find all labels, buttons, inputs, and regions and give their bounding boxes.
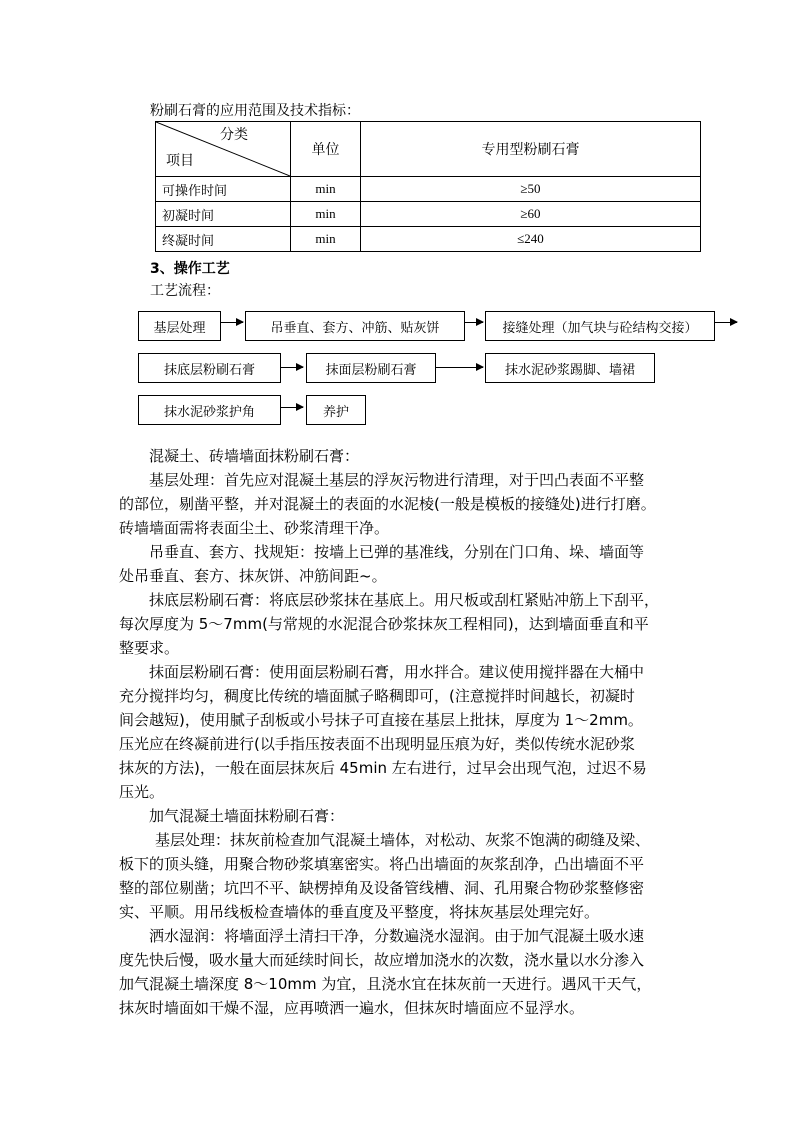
text-line: 抹面层粉刷石膏：使用面层粉刷石膏，用水拌合。建议使用搅拌器在大桶中	[149, 663, 645, 681]
flow-step-skirting: 抹水泥砂浆踢脚、墙裙	[485, 353, 655, 383]
table-title: 粉刷石膏的应用范围及技术指标：	[150, 103, 360, 119]
table-header-row	[156, 122, 701, 177]
row-unit: min	[291, 177, 361, 202]
text-line: 加气混凝土墙深度 8～10mm 为宜，且浇水宜在抹灰前一天进行。遇风干天气，	[119, 975, 652, 993]
flow-arrow	[465, 322, 483, 323]
row-unit: min	[291, 227, 361, 252]
body-text	[119, 444, 675, 1020]
flow-step-face-coat: 抹面层粉刷石膏	[306, 353, 436, 383]
row-unit: min	[291, 202, 361, 227]
text-line: 整要求。	[119, 639, 180, 657]
subheading: 加气混凝土墙面抹粉刷石膏：	[149, 807, 345, 825]
text-line: 抹底层粉刷石膏：将底层砂浆抹在基底上。用尺板或刮杠紧贴冲筋上下刮平，	[149, 591, 660, 609]
flow-step-base-treatment: 基层处理	[138, 311, 221, 341]
row-value: ≥60	[361, 202, 701, 227]
row-value: ≥50	[361, 177, 701, 202]
flow-arrow	[715, 322, 737, 323]
text-line: 每次厚度为 5～7mm(与常规的水泥混合砂浆抹灰工程相同)，达到墙面垂直和平	[119, 615, 649, 633]
text-line: 充分搅拌均匀，稠度比传统的墙面腻子略稠即可，(注意搅拌时间越长，初凝时	[119, 687, 635, 705]
row-item: 初凝时间	[156, 202, 291, 227]
flow-step-plumb: 吊垂直、套方、冲筋、贴灰饼	[245, 311, 465, 341]
row-value: ≤240	[361, 227, 701, 252]
spec-table	[155, 121, 701, 252]
text-line: 压光应在终凝前进行(以手指压按表面不出现明显压痕为好，类似传统水泥砂浆	[119, 735, 635, 753]
text-line: 间会越短)，使用腻子刮板或小号抹子可直接在基层上批抹，厚度为 1～2mm。	[119, 711, 643, 729]
text-line: 处吊垂直、套方、抹灰饼、冲筋间距~。	[119, 567, 387, 585]
text-line: 抹灰的方法)，一般在面层抹灰后 45min 左右进行，过早会出现气泡，过迟不易	[119, 759, 647, 777]
section-heading: 3、操作工艺	[150, 261, 230, 277]
text-line: 吊垂直、套方、找规矩：按墙上已弹的基准线，分别在门口角、垛、墙面等	[149, 543, 645, 561]
text-line: 实、平顺。用吊线板检查墙体的垂直度及平整度，将抹灰基层处理完好。	[119, 903, 600, 921]
flow-arrow	[436, 367, 483, 368]
table-row	[156, 177, 701, 202]
header-unit: 单位	[291, 122, 361, 177]
header-item: 项目	[166, 153, 194, 169]
text-line: 洒水湿润：将墙面浮土清扫干净，分数遍浇水湿润。由于加气混凝土吸水速	[149, 927, 645, 945]
text-line: 基层处理：首先应对混凝土基层的浮灰污物进行清理，对于凹凸表面不平整	[149, 471, 645, 489]
row-item: 可操作时间	[156, 177, 291, 202]
flow-label: 工艺流程：	[150, 283, 220, 299]
text-line: 抹灰时墙面如干燥不湿，应再喷洒一遍水，但抹灰时墙面应不显浮水。	[119, 999, 585, 1017]
table-row	[156, 202, 701, 227]
text-line: 整的部位剔凿；坑凹不平、缺楞掉角及设备管线槽、洞、孔用聚合物砂浆整修密	[119, 879, 645, 897]
flow-step-base-coat: 抹底层粉刷石膏	[138, 353, 281, 383]
flow-arrow	[281, 367, 303, 368]
text-line: 的部位，剔凿平整，并对混凝土的表面的水泥棱(一般是模板的接缝处)进行打磨。	[119, 495, 656, 513]
text-line: 基层处理：抹灰前检查加气混凝土墙体，对松动、灰浆不饱满的砌缝及梁、	[155, 831, 651, 849]
header-spec: 专用型粉刷石膏	[361, 122, 701, 177]
row-item: 终凝时间	[156, 227, 291, 252]
flow-step-curing: 养护	[306, 395, 366, 425]
header-category: 分类	[220, 127, 248, 143]
diagonal-header-cell	[156, 122, 291, 177]
flow-step-joint: 接缝处理（加气块与砼结构交接）	[485, 311, 715, 341]
flow-arrow	[221, 322, 243, 323]
flow-arrow	[281, 407, 303, 408]
table-row	[156, 227, 701, 252]
text-line: 砖墙墙面需将表面尘土、砂浆清理干净。	[119, 519, 390, 537]
text-line: 压光。	[119, 783, 165, 801]
text-line: 度先快后慢，吸水量大而延续时间长，故应增加浇水的次数，浇水量以水分渗入	[119, 951, 645, 969]
flow-step-corner: 抹水泥砂浆护角	[138, 395, 281, 425]
text-line: 板下的顶头缝，用聚合物砂浆填塞密实。将凸出墙面的灰浆刮净，凸出墙面不平	[119, 855, 645, 873]
subheading: 混凝土、砖墙墙面抹粉刷石膏：	[149, 447, 360, 465]
